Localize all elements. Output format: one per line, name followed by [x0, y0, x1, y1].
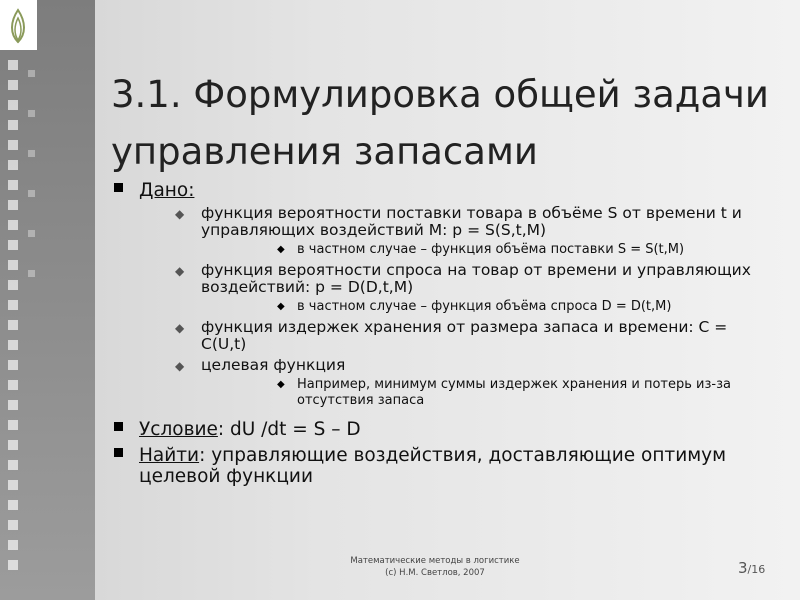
square-bullet-icon — [114, 448, 123, 457]
dano-label: Дано: — [139, 180, 195, 201]
page-current: 3 — [738, 559, 748, 577]
condition-text: : dU /dt = S – D — [217, 419, 361, 440]
find-label: Найти — [139, 445, 200, 466]
page-total: /16 — [747, 563, 766, 576]
find-item — [114, 445, 774, 487]
footer-course: Математические методы в логистике — [350, 556, 520, 566]
diamond-bullet-icon: ◆ — [175, 321, 185, 335]
slide-content — [114, 180, 774, 492]
dano-item — [114, 180, 774, 409]
list-item: ◆ функция вероятности спроса на товар от времени и управляющих воздействий: p = D(D,t,M) ◆ в частном случае – функция объёма спроса D = D(t,M) — [139, 262, 774, 315]
logo — [0, 0, 37, 50]
square-bullet-icon — [114, 422, 123, 431]
condition-item — [114, 419, 774, 440]
sub-list-item: ◆ Например, минимум суммы издержек хранения и потерь из-за отсутствия запаса — [277, 377, 731, 408]
slide-title: 3.1. Формулировка общей задачи управления запасами — [111, 73, 769, 173]
small-diamond-bullet-icon: ◆ — [277, 379, 285, 390]
square-bullet-icon — [114, 183, 123, 192]
page-number — [738, 559, 765, 577]
find-text: : управляющие воздействия, доставляющие оптимум целевой функции — [139, 445, 727, 487]
small-diamond-bullet-icon: ◆ — [277, 301, 285, 312]
small-diamond-bullet-icon: ◆ — [277, 244, 285, 255]
diamond-bullet-icon: ◆ — [175, 207, 185, 221]
diamond-bullet-icon: ◆ — [175, 359, 185, 373]
list-item: ◆ функция издержек хранения от размера запаса и времени: C = C(U,t) — [175, 318, 728, 353]
list-item: ◆ целевая функция ◆ Например, минимум суммы издержек хранения и потерь из-за отсутствия запаса — [139, 357, 774, 409]
condition-label: Условие — [139, 419, 218, 440]
diamond-bullet-icon: ◆ — [175, 264, 185, 278]
sub-list-item: ◆ в частном случае – функция объёма поставки S = S(t,M) — [277, 242, 685, 257]
footer-copyright: (c) Н.М. Светлов, 2007 — [385, 568, 485, 578]
list-item: ◆ функция вероятности поставки товара в объёме S от времени t и управляющих воздействий M: p = S(S,t,M) ◆ в частном случае – функция объёма поставки S = S(t,M) — [139, 205, 774, 258]
flame-logo-icon — [6, 8, 30, 44]
footer — [300, 555, 570, 579]
sub-list-item: ◆ в частном случае – функция объёма спроса D = D(t,M) — [277, 299, 672, 314]
sidebar-decoration — [0, 0, 95, 600]
